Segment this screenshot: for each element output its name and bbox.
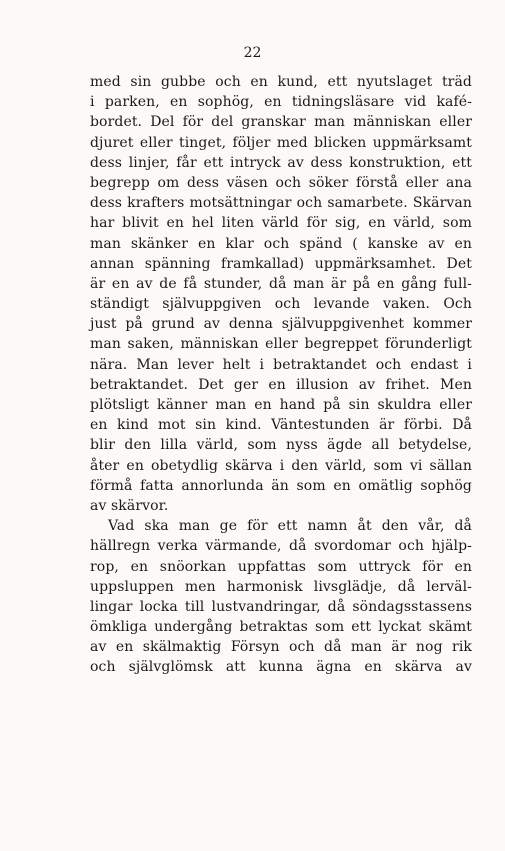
body-text — [90, 72, 472, 678]
text-line: med sin gubbe och en kund, ett nyutslaget träd — [90, 74, 472, 90]
text-line: man skänker en klar och spänd ( kanske av en — [90, 235, 472, 252]
text-line: förmå fatta annorlunda än som en omätlig sophög — [90, 477, 472, 494]
text-line: en kind mot sin kind. Väntestunden är förbi. Då — [90, 417, 472, 434]
page-number: 22 — [243, 45, 262, 61]
text-line: djuret eller tinget, följer med blicken uppmärksamt — [90, 134, 472, 151]
text-line: dess krafters motsättningar och samarbete. Skärvan — [90, 195, 472, 212]
text-line: lingar locka till lustvandringar, då söndagsstassens — [90, 598, 472, 615]
text-line: av skärvor. — [90, 497, 169, 514]
text-line: just på grund av denna självuppgivenhet kommer — [90, 316, 472, 333]
text-line: man saken, människan eller begreppet förunderligt — [90, 336, 472, 353]
text-line: hällregn verka värmande, då svordomar och hjälp- — [90, 538, 472, 555]
text-line: dess linjer, får ett intryck av dess konstruktion, ett — [90, 154, 472, 171]
text-line: blir den lilla värld, som nyss ägde all betydelse, — [90, 437, 472, 454]
text-line: ständigt självuppgiven och levande vaken. Och — [90, 296, 472, 313]
text-line: uppsluppen men harmonisk livsglädje, då lerväl- — [90, 578, 472, 595]
text-line: åter en obetydlig skärva i den värld, som vi sällan — [90, 457, 472, 474]
paragraph-1 — [90, 72, 472, 516]
text-line: nära. Man lever helt i betraktandet och endast i — [90, 356, 472, 373]
text-line: rop, en snöorkan uppfattas som uttryck för en — [90, 558, 472, 575]
text-line: och självglömsk att kunna ägna en skärva av — [90, 659, 472, 676]
text-line: plötsligt känner man en hand på sin skuldra eller — [90, 397, 472, 413]
text-line: har blivit en hel liten värld för sig, en värld, som — [90, 215, 472, 232]
text-line: begrepp om dess väsen och söker förstå eller ana — [90, 174, 472, 191]
text-line: är en av de få stunder, då man är på en gång full- — [90, 275, 472, 292]
text-line: av en skälmaktig Försyn och då man är nog rik — [90, 639, 472, 656]
paragraph-2 — [90, 516, 472, 678]
text-line: betraktandet. Det ger en illusion av frihet. Men — [90, 376, 472, 393]
text-line: bordet. Del för del granskar man människan eller — [90, 114, 472, 131]
text-line: i parken, en sophög, en tidningsläsare vid kafé- — [90, 94, 472, 111]
text-line: Vad ska man ge för ett namn åt den vår, då — [108, 518, 472, 535]
text-line: ömkliga undergång betraktas som ett lyckat skämt — [90, 619, 472, 636]
text-line: annan spänning framkallad) uppmärksamhet. Det — [90, 255, 472, 272]
